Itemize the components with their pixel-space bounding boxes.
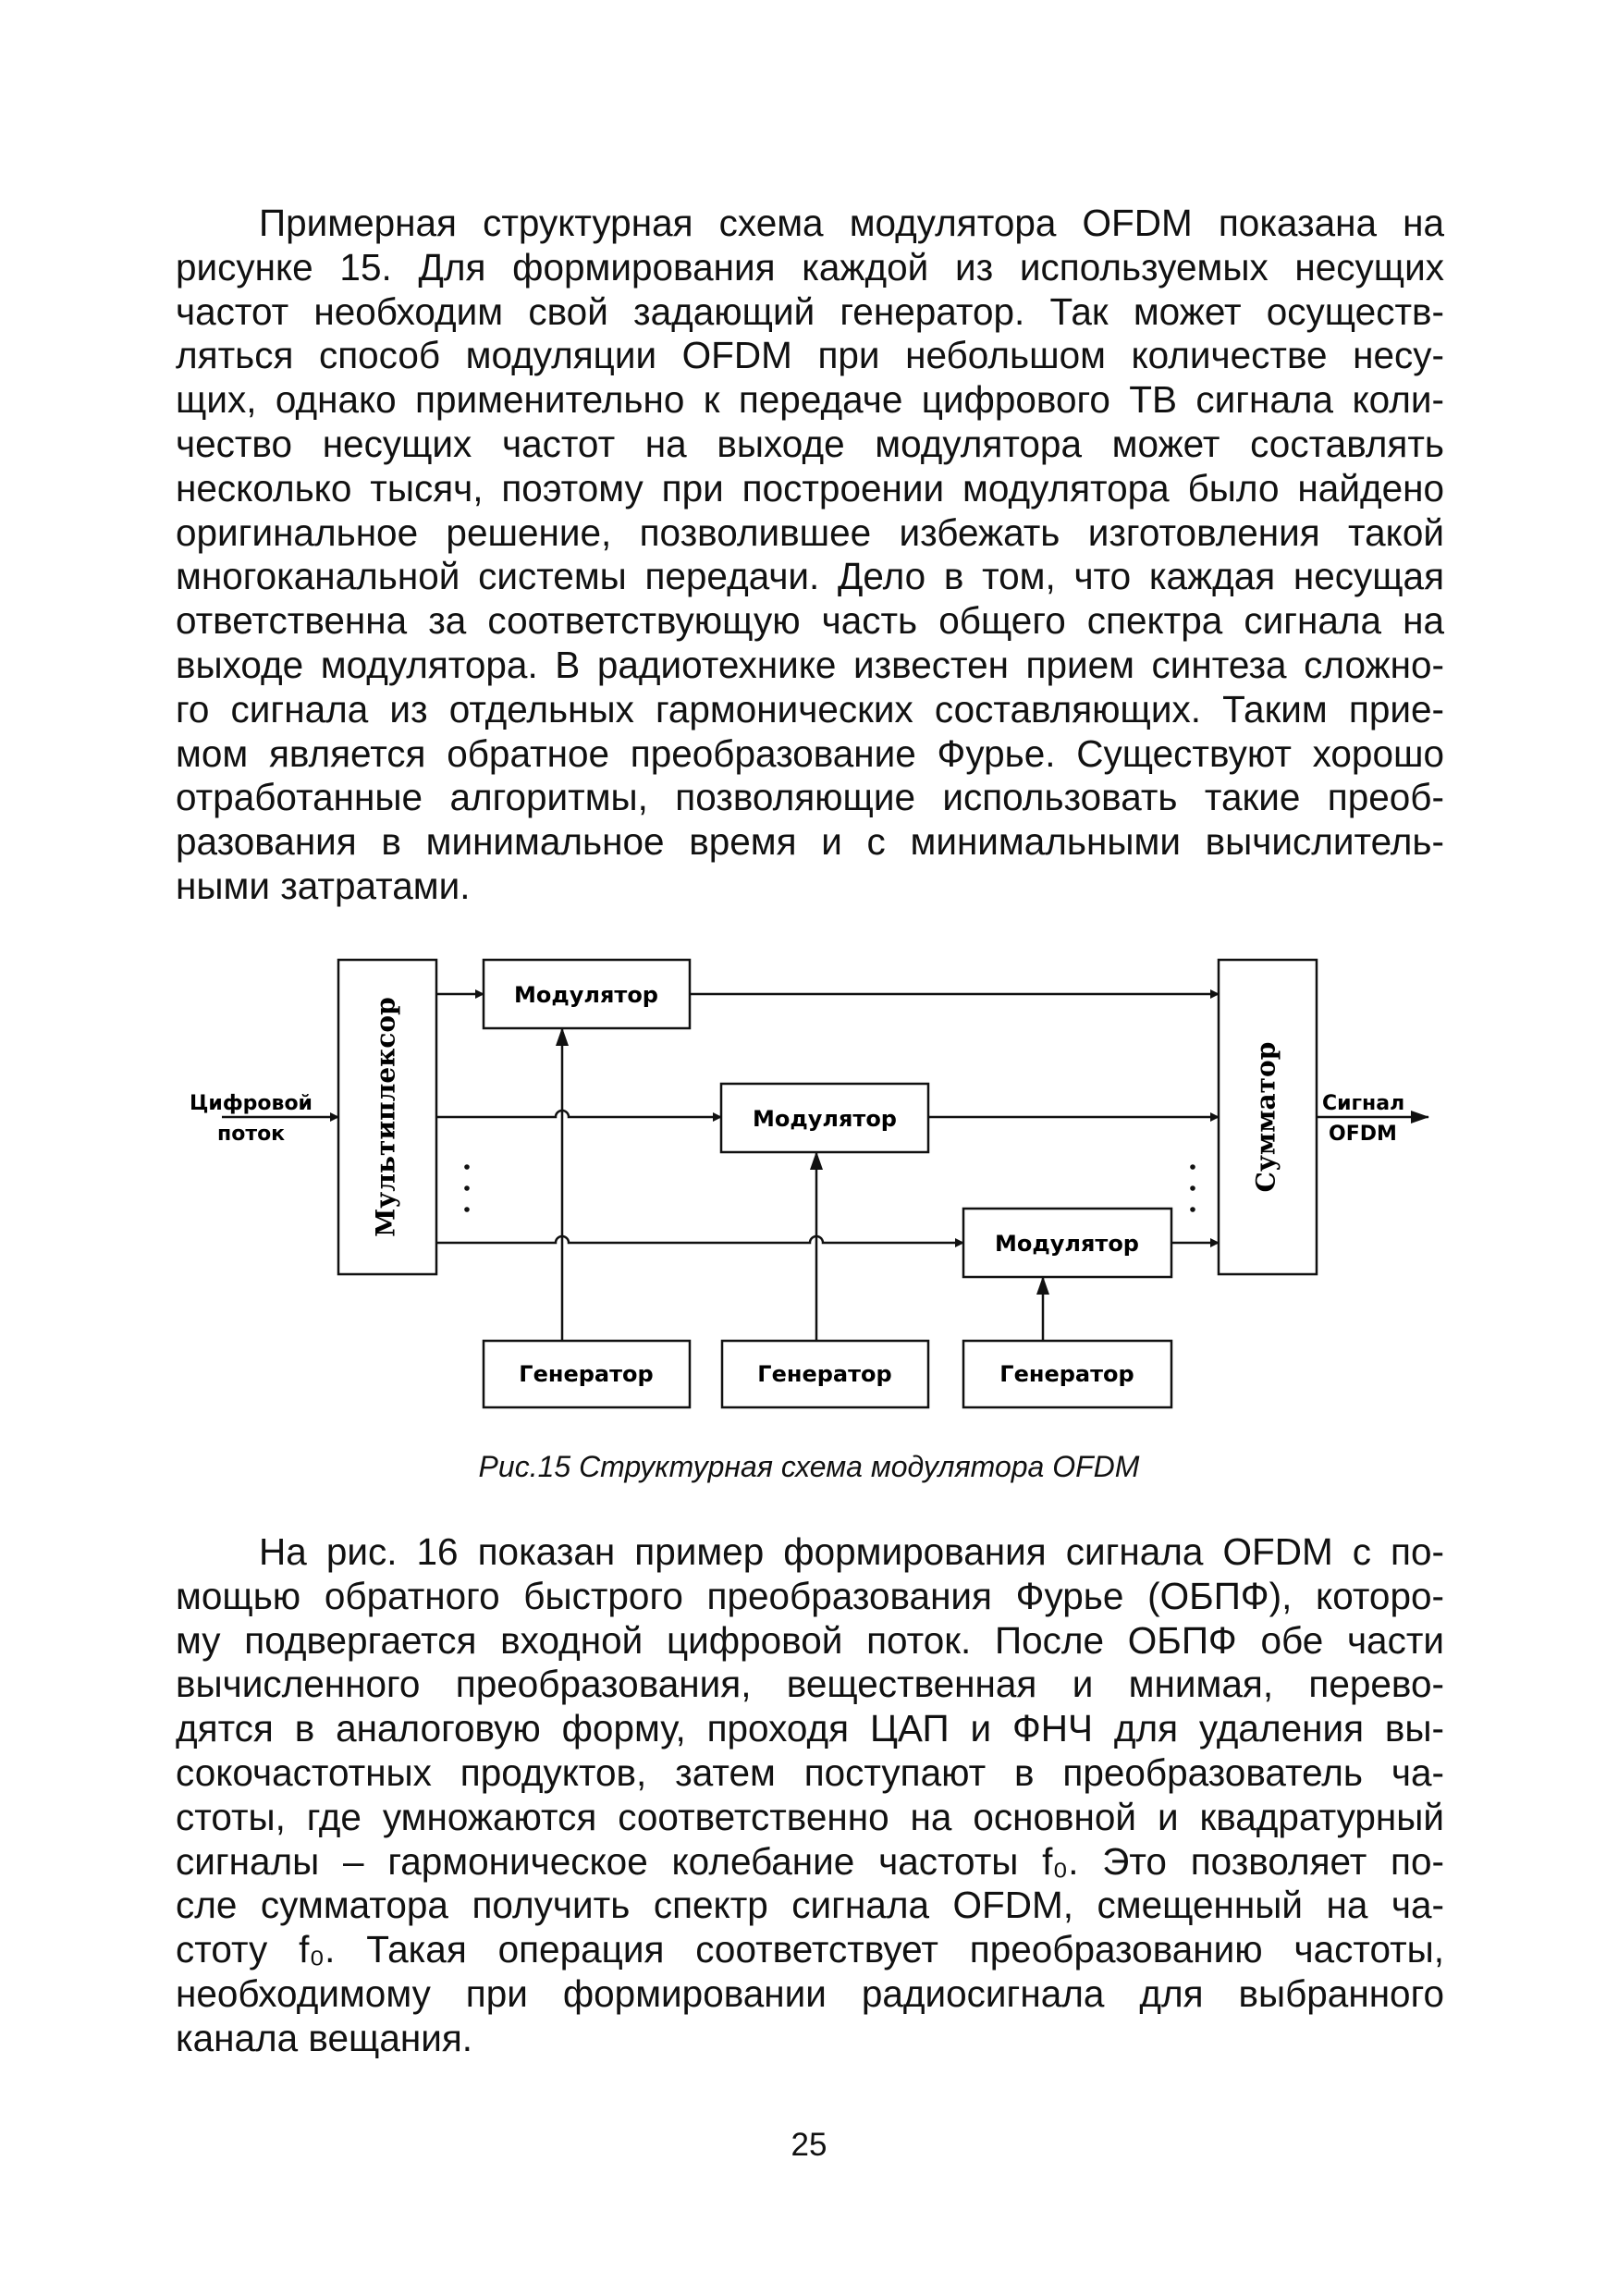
text-line: многоканальной системы передачи. Дело в том, что каждая несущая: [176, 555, 1444, 598]
text-line: ответственна за соответствующую часть общего спектра сигнала на: [176, 599, 1444, 643]
text-line: мом является обратное преобразование Фурье. Существуют хорошо: [176, 731, 1444, 775]
text-line: оригинальное решение, позволившее избежать изготовления такой: [176, 510, 1444, 554]
ellipsis-dots-right: [1190, 1164, 1195, 1212]
text-line: несколько тысяч, поэтому при построении модулятора было найдено: [176, 466, 1444, 510]
output-label-line-2: OFDM: [1329, 1123, 1397, 1146]
text-line: го сигнала из отдельных гармонических составляющих. Таким прие-: [176, 687, 1444, 731]
text-line: необходимому при формировании радиосигнала для выбранного: [176, 1971, 1444, 2015]
text-line: сле сумматора получить спектр сигнала OFDM, смещенный на ча-: [176, 1884, 1444, 1927]
text-line: щих, однако применительно к передаче цифрового ТВ сигнала коли-: [176, 378, 1444, 422]
ellipsis-dots-left: [464, 1164, 470, 1212]
input-label-line-1: Цифровой: [190, 1092, 313, 1115]
text-line: вычисленного преобразования, вещественная и мнимая, перево-: [176, 1663, 1444, 1706]
paragraph-1: [176, 202, 1444, 909]
text-line: выходе модулятора. В радиотехнике известен прием синтеза сложно-: [176, 643, 1444, 686]
text-line: сигналы – гармоническое колебание частоты f₀. Это позволяет по-: [176, 1839, 1444, 1883]
text-line: му подвергается входной цифровой поток. После ОБПФ обе части: [176, 1618, 1444, 1662]
modulator-1-label: Модулятор: [514, 982, 658, 1008]
text-line: Примерная структурная схема модулятора OFDM показана на: [259, 202, 1444, 244]
text-line: разования в минимальное время и с минимальными вычислитель-: [176, 820, 1444, 864]
mux-to-modulator-3-arrow: [436, 1236, 963, 1243]
generator-2-label: Генератор: [757, 1361, 892, 1387]
paragraph-2: [176, 1530, 1444, 2061]
summator-label: Сумматор: [1250, 1041, 1281, 1193]
figure-caption: Рис.15 Структурная схема модулятора OFDM: [478, 1450, 1140, 1483]
text-line: мощью обратного быстрого преобразования Фурье (ОБПФ), которо-: [176, 1574, 1444, 1617]
text-line: стоты, где умножаются соответственно на основной и квадратурный: [176, 1795, 1444, 1838]
text-line: ными затратами.: [176, 864, 471, 907]
multiplexer-label: Мультиплексор: [370, 997, 401, 1237]
text-line: частот необходим свой задающий генератор. Так может осуществ-: [176, 289, 1444, 333]
mux-to-modulator-2-arrow: [436, 1111, 721, 1117]
ofdm-modulator-diagram: [0, 934, 1618, 1433]
text-line: отработанные алгоритмы, позволяющие использовать такие преоб-: [176, 776, 1444, 819]
text-line: дятся в аналоговую форму, проходя ЦАП и ФНЧ для удаления вы-: [176, 1707, 1444, 1750]
text-line: На рис. 16 показан пример формирования сигнала OFDM с по-: [259, 1530, 1444, 1573]
text-line: рисунке 15. Для формирования каждой из используемых несущих: [176, 245, 1444, 289]
modulator-3-label: Модулятор: [995, 1231, 1139, 1257]
page-number: 25: [791, 2127, 827, 2163]
text-line: сокочастотных продуктов, затем поступают в преобразователь ча-: [176, 1750, 1444, 1794]
input-label-line-2: поток: [217, 1123, 286, 1146]
generator-3-label: Генератор: [999, 1361, 1134, 1387]
text-line: канала вещания.: [176, 2016, 473, 2059]
text-line: чество несущих частот на выходе модулятора может составлять: [176, 422, 1444, 465]
text-line: ляться способ модуляции OFDM при небольшом количестве несу-: [176, 334, 1444, 377]
output-label-line-1: Сигнал: [1322, 1092, 1405, 1115]
text-line: стоту f₀. Такая операция соответствует преобразованию частоты,: [176, 1928, 1444, 1971]
generator-1-label: Генератор: [519, 1361, 654, 1387]
modulator-2-label: Модулятор: [753, 1106, 897, 1132]
